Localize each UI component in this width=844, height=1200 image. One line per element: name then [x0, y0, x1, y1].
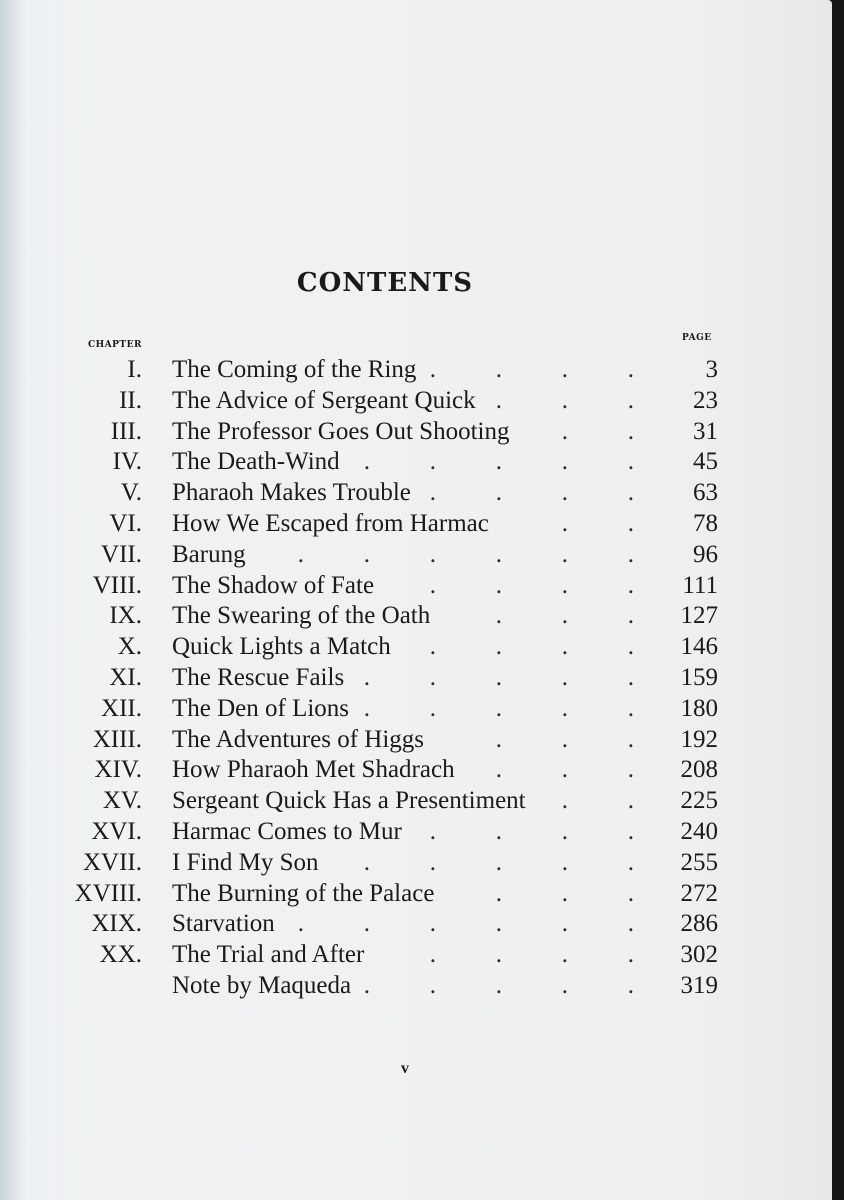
chapter-number: I. — [127, 356, 142, 383]
page-number: 31 — [693, 417, 718, 445]
page-number: 255 — [680, 848, 718, 876]
toc-entry — [0, 817, 832, 848]
chapter-title: The Swearing of the Oath — [172, 602, 431, 630]
toc-entry — [0, 447, 832, 478]
toc-entry — [0, 848, 832, 879]
chapter-title: The Den of Lions — [172, 694, 350, 722]
toc-entry — [0, 355, 832, 386]
chapter-column-header: CHAPTER — [88, 340, 142, 350]
chapter-title: Quick Lights a Match — [172, 633, 391, 661]
chapter-number: XIX. — [91, 910, 142, 938]
toc-entry — [0, 509, 832, 540]
page-number: 240 — [680, 817, 718, 845]
leader-dots: . . . — [495, 386, 634, 414]
page-column-header: PAGE — [682, 333, 712, 343]
leader-dots: . . . — [495, 725, 634, 753]
page-number: 180 — [680, 694, 718, 722]
chapter-number: IV. — [112, 448, 142, 476]
chapter-title: Note by Maqueda — [172, 971, 352, 999]
chapter-title: The Adventures of Higgs — [172, 725, 425, 753]
leader-dots: . . . . . . — [297, 540, 634, 568]
chapter-title: The Rescue Fails — [172, 663, 345, 691]
toc-entry — [0, 940, 832, 971]
chapter-number: XIV. — [94, 756, 142, 784]
page-number: 78 — [693, 509, 718, 537]
chapter-title: The Death-Wind — [172, 448, 340, 476]
chapter-title: The Advice of Sergeant Quick — [172, 386, 476, 414]
toc-entry — [0, 971, 832, 1002]
toc-entry — [0, 663, 832, 694]
chapter-title: Barung — [172, 540, 246, 568]
chapter-title: The Professor Goes Out Shooting — [172, 417, 510, 445]
leader-dots: . . . . . . — [297, 910, 634, 938]
chapter-number: XV. — [102, 787, 142, 815]
toc-entry — [0, 879, 832, 910]
toc-entry — [0, 632, 832, 663]
leader-dots: . . — [561, 509, 634, 537]
chapter-title: Sergeant Quick Has a Presentiment — [172, 787, 526, 815]
page-number: 146 — [680, 633, 718, 661]
page-number: 96 — [693, 540, 718, 568]
page-number: 111 — [682, 571, 718, 599]
chapter-number: IX. — [109, 602, 142, 630]
chapter-title: Starvation — [172, 910, 275, 938]
page-number: 272 — [680, 879, 718, 907]
chapter-number: XI. — [109, 663, 142, 691]
leader-dots: . . . . — [429, 633, 634, 661]
leader-dots: . . . . . — [363, 848, 634, 876]
chapter-title: The Coming of the Ring — [172, 356, 417, 383]
toc-entry — [0, 601, 832, 632]
chapter-number: VI. — [109, 509, 142, 537]
chapter-number: VII. — [101, 540, 142, 568]
page-number: 302 — [680, 941, 718, 969]
leader-dots: . . — [561, 417, 634, 445]
chapter-number: XX. — [99, 941, 142, 969]
chapter-number: XIII. — [92, 725, 142, 753]
leader-dots: . . . . — [429, 817, 634, 845]
toc-entry — [0, 478, 832, 509]
leader-dots: . . . . . — [363, 694, 634, 722]
chapter-title: How We Escaped from Harmac — [172, 509, 489, 537]
toc-entry — [0, 755, 832, 786]
page-number: 63 — [693, 479, 718, 507]
toc-entry — [0, 694, 832, 725]
chapter-number: III. — [110, 417, 142, 445]
leader-dots: . . . . — [429, 571, 634, 599]
table-of-contents — [0, 355, 832, 1002]
page-number: 319 — [680, 971, 718, 999]
chapter-number: XVII. — [82, 848, 142, 876]
toc-entry — [0, 725, 832, 756]
contents-heading: CONTENTS — [296, 268, 474, 298]
chapter-title: Harmac Comes to Mur — [172, 817, 402, 845]
leader-dots: . . . . — [429, 479, 634, 507]
chapter-number: VIII. — [92, 571, 142, 599]
leader-dots: . . . . . — [363, 448, 634, 476]
page-number: 159 — [680, 663, 718, 691]
leader-dots: . . . — [495, 879, 634, 907]
toc-entry — [0, 909, 832, 940]
page-number: 286 — [680, 910, 718, 938]
chapter-number: XVI. — [91, 817, 142, 845]
toc-entry — [0, 386, 832, 417]
chapter-number: XVIII. — [74, 879, 142, 907]
leader-dots: . . . . — [429, 356, 634, 383]
chapter-title: The Shadow of Fate — [172, 571, 375, 599]
leader-dots: . . . . . — [363, 971, 634, 999]
chapter-title: How Pharaoh Met Shadrach — [172, 756, 455, 784]
toc-entry — [0, 540, 832, 571]
chapter-title: Pharaoh Makes Trouble — [172, 479, 411, 507]
chapter-number: V. — [120, 479, 142, 507]
page-number: 45 — [693, 448, 718, 476]
chapter-title: The Burning of the Palace — [172, 879, 435, 907]
page-number: 23 — [693, 386, 718, 414]
chapter-number: X. — [117, 633, 142, 661]
page-number: 225 — [680, 787, 718, 815]
toc-entry — [0, 417, 832, 448]
leader-dots: . . . . . — [363, 663, 634, 691]
page-folio: v — [401, 1060, 409, 1077]
chapter-title: The Trial and After — [172, 941, 365, 969]
chapter-number: XII. — [101, 694, 142, 722]
page-number: 208 — [680, 756, 718, 784]
page-number: 3 — [705, 356, 718, 383]
toc-entry — [0, 786, 832, 817]
page-number: 192 — [680, 725, 718, 753]
leader-dots: . . — [561, 787, 634, 815]
leader-dots: . . . — [495, 756, 634, 784]
leader-dots: . . . . — [429, 941, 634, 969]
toc-entry — [0, 571, 832, 602]
chapter-title: I Find My Son — [172, 848, 319, 876]
leader-dots: . . . — [495, 602, 634, 630]
chapter-number: II. — [119, 386, 142, 414]
page-number: 127 — [680, 602, 718, 630]
